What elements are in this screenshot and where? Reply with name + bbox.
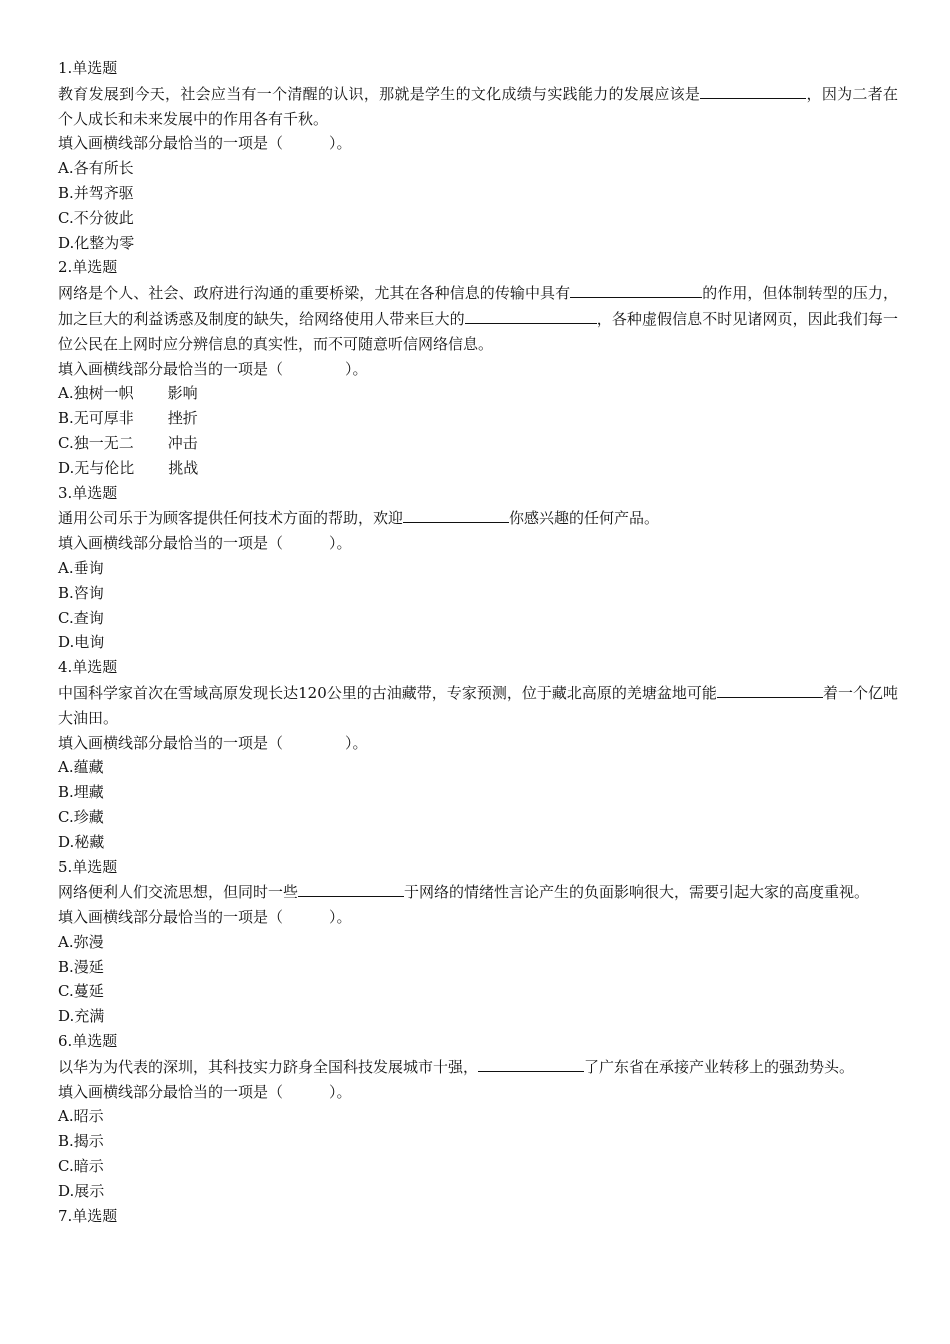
question-prompt: 填入画横线部分最恰当的一项是（ ）。 (58, 134, 352, 153)
question-document (58, 56, 898, 1228)
option-c[interactable]: C.独一无二 冲击 (58, 433, 198, 452)
option-a[interactable]: A.各有所长 (58, 159, 134, 178)
stem-text: 于网络的情绪性言论产生的负面影响很大，需要引起大家的高度重视。 (404, 883, 870, 902)
stem-text: 通用公司乐于为顾客提供任何技术方面的帮助，欢迎 (58, 509, 404, 528)
question-2 (58, 255, 898, 480)
question-prompt: 填入画横线部分最恰当的一项是（ ）。 (58, 359, 368, 378)
option-c[interactable]: C.查询 (58, 608, 104, 627)
option-c[interactable]: C.暗示 (58, 1157, 104, 1176)
question-title: 7.单选题 (58, 1206, 118, 1225)
stem-text: 的作用，但体制转型的压力，加之巨大的利益诱惑及制度的缺失，给网络使用人带来巨大的 (58, 284, 898, 328)
question-prompt: 填入画横线部分最恰当的一项是（ ）。 (58, 1082, 352, 1101)
stem-text: 中国科学家首次在雪域高原发现长达120公里的古油藏带，专家预测，位于藏北高原的羌塘盆地可能 (58, 683, 717, 702)
question-4 (58, 655, 898, 854)
question-stem (58, 505, 898, 531)
question-prompt: 填入画横线部分最恰当的一项是（ ）。 (58, 534, 352, 553)
stem-text: ，因为二者在个人成长和未来发展中的作用各有千秋。 (58, 84, 898, 128)
question-title: 1.单选题 (58, 59, 118, 77)
stem-text: 网络便利人们交流思想，但同时一些 (58, 883, 299, 902)
stem-text: 教育发展到今天，社会应当有一个清醒的认识，那就是学生的文化成绩与实践能力的发展应该是 (58, 84, 701, 103)
option-a[interactable]: A.蕴藏 (58, 758, 104, 777)
question-stem (58, 280, 898, 356)
question-title: 6.单选题 (58, 1032, 118, 1051)
question-stem (58, 680, 898, 731)
answer-blank (478, 1054, 584, 1072)
question-prompt: 填入画横线部分最恰当的一项是（ ）。 (58, 908, 352, 927)
answer-blank (465, 306, 597, 324)
option-a[interactable]: A.垂询 (58, 558, 104, 577)
question-7 (58, 1204, 898, 1229)
question-5 (58, 855, 898, 1030)
option-c[interactable]: C.不分彼此 (58, 208, 134, 227)
answer-blank (403, 505, 509, 523)
option-b[interactable]: B.咨询 (58, 583, 104, 602)
question-title: 5.单选题 (58, 857, 118, 876)
option-c[interactable]: C.珍藏 (58, 807, 104, 826)
option-d[interactable]: D.无与伦比 挑战 (58, 458, 199, 477)
question-1 (58, 56, 898, 255)
option-d[interactable]: D.秘藏 (58, 832, 105, 851)
stem-text: 以华为为代表的深圳，其科技实力跻身全国科技发展城市十强， (58, 1057, 479, 1076)
option-a[interactable]: A.昭示 (58, 1107, 104, 1126)
stem-text: 你感兴趣的任何产品。 (509, 509, 660, 528)
question-title: 2.单选题 (58, 258, 118, 277)
answer-blank (298, 879, 404, 897)
question-prompt: 填入画横线部分最恰当的一项是（ ）。 (58, 733, 368, 752)
stem-text: ，各种虚假信息不时见诸网页，因此我们每一位公民在上网时应分辨信息的真实性，而不可随意听信网络信息。 (58, 309, 898, 353)
option-d[interactable]: D.化整为零 (58, 233, 135, 252)
question-stem (58, 81, 898, 132)
question-3 (58, 481, 898, 656)
option-d[interactable]: D.展示 (58, 1181, 105, 1200)
option-d[interactable]: D.电询 (58, 633, 105, 652)
option-b[interactable]: B.揭示 (58, 1132, 104, 1151)
question-stem (58, 879, 898, 905)
stem-text: 着一个亿吨大油田。 (58, 683, 898, 727)
option-b[interactable]: B.无可厚非 挫折 (58, 409, 198, 428)
question-stem (58, 1054, 898, 1080)
answer-blank (700, 81, 806, 99)
option-a[interactable]: A.弥漫 (58, 932, 104, 951)
option-d[interactable]: D.充满 (58, 1007, 105, 1026)
stem-text: 网络是个人、社会、政府进行沟通的重要桥梁，尤其在各种信息的传输中具有 (58, 284, 571, 303)
answer-blank (717, 680, 823, 698)
question-6 (58, 1029, 898, 1204)
answer-blank (570, 280, 702, 298)
question-title: 3.单选题 (58, 483, 118, 502)
option-b[interactable]: B.并驾齐驱 (58, 183, 134, 202)
option-b[interactable]: B.埋藏 (58, 783, 104, 802)
option-b[interactable]: B.漫延 (58, 957, 104, 976)
question-title: 4.单选题 (58, 658, 118, 677)
stem-text: 了广东省在承接产业转移上的强劲势头。 (584, 1057, 855, 1076)
option-a[interactable]: A.独树一帜 影响 (58, 384, 198, 403)
option-c[interactable]: C.蔓延 (58, 982, 104, 1001)
